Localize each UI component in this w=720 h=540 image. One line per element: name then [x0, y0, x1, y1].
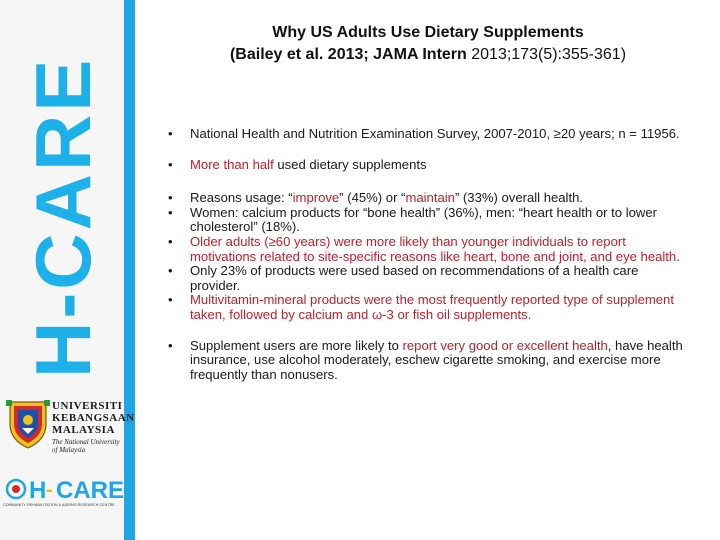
bullet-dot: •: [168, 233, 173, 249]
bullet-list: [168, 127, 690, 382]
bullet-dot: •: [168, 292, 173, 308]
bullet-text: Supplement users are more likely to: [190, 337, 403, 353]
bullet-highlight: maintain: [405, 190, 455, 206]
bullet-dot: •: [168, 126, 173, 141]
bullet-multivitamin: [168, 293, 690, 322]
bullet-survey: [168, 127, 690, 142]
bullet-text: used dietary supplements: [273, 156, 427, 172]
bullet-dot: •: [168, 263, 173, 279]
bullet-text: National Health and Nutrition Examination Survey, 2007-2010, ≥20 years; n = 11956.: [190, 126, 680, 141]
university-subtitle-line: of Malaysia: [52, 446, 86, 454]
slide-title-line1: Why US Adults Use Dietary Supplements: [272, 24, 584, 41]
hcare-logo-dot-icon: [12, 485, 20, 493]
hcare-tagline: COMMUNITY REHABILITATION & AGEING RESEARCH CENTRE: [3, 503, 115, 507]
university-crest-icon: [4, 398, 52, 450]
hcare-logo-care: CARE: [56, 477, 125, 504]
sidebar-accent-edge: [124, 0, 135, 540]
university-subtitle-line: The National University: [52, 438, 120, 446]
bullet-user-traits: [168, 339, 690, 383]
sidebar: [0, 0, 134, 540]
slide-title: [136, 22, 720, 66]
university-name: [52, 400, 135, 454]
bullet-text: Reasons usage: “: [190, 190, 293, 206]
bullet-highlight: improve: [292, 190, 340, 206]
bullet-text: ” (33%) overall health.: [454, 190, 584, 206]
bullet-older-adults: [168, 235, 690, 264]
bullet-highlight: Older adults (≥60 years) were more likely than younger individuals to report motivations related to site-specific reasons like heart, bone and joint, and eye health.: [190, 233, 680, 264]
university-subtitle: [52, 438, 130, 454]
university-name-line: KEBANGSAAN: [52, 412, 135, 424]
bullet-dot: •: [168, 156, 173, 172]
university-name-line: UNIVERSITI: [52, 400, 123, 412]
bullet-highlight: report very good or excellent health: [402, 337, 608, 353]
citation-bold: (Bailey et al. 2013; JAMA Intern: [229, 46, 467, 63]
bullet-dot: •: [168, 190, 173, 206]
bullet-dot: •: [168, 337, 173, 353]
bullet-text: Women: calcium products for “bone health” (36%), men: “heart health or to lower cholesterol” (18%).: [190, 204, 657, 235]
bullet-usage-share: [168, 158, 690, 173]
vertical-brand-title: H-CARE: [19, 56, 107, 378]
bullet-text: Only 23% of products were used based on recommendations of a health care provider.: [190, 263, 639, 293]
bullet-dot: •: [168, 204, 173, 220]
citation-rest: 2013;173(5):355-361): [466, 46, 627, 63]
university-name-line: MALAYSIA: [52, 424, 115, 436]
hcare-logo: [4, 474, 132, 504]
slide-title-line2: [136, 44, 720, 66]
bullet-text: , have health insurance, use alcohol moderately, eschew cigarette smoking, and exercise more frequently than nonusers.: [190, 337, 683, 382]
bullet-highlight: Multivitamin-mineral products were the most frequently reported type of supplement taken, followed by calcium and ω-3 or fish oil supplements.: [190, 292, 674, 322]
bullet-text: ” (45%) or “: [339, 190, 406, 206]
bullet-gender: [168, 206, 690, 235]
bullet-reasons: [168, 191, 690, 206]
bullet-highlight: More than half: [190, 156, 274, 172]
hcare-logo-dash: -: [46, 479, 53, 501]
bullet-provider: [168, 264, 690, 293]
hcare-logo-h: H: [29, 477, 47, 504]
